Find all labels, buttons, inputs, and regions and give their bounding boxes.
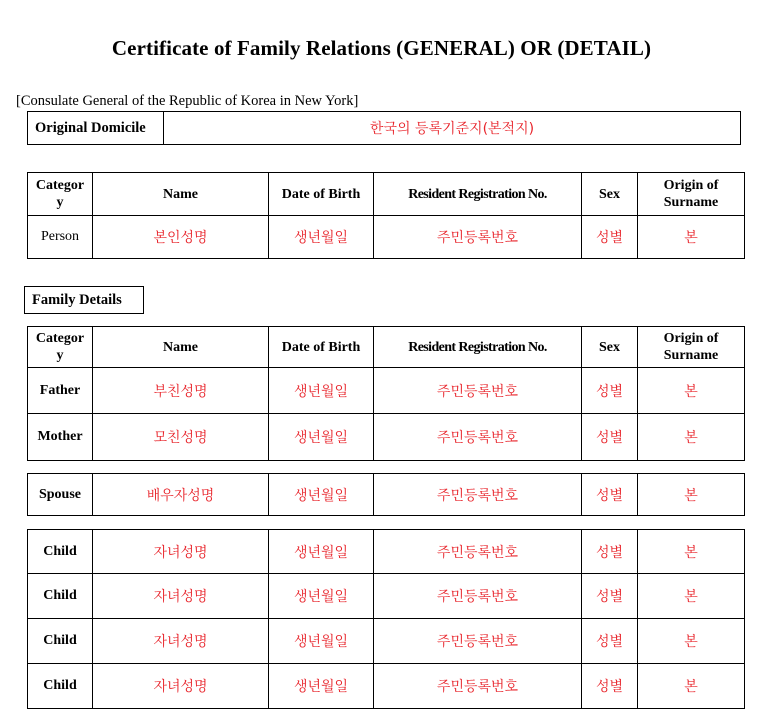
row-sex: 성별: [582, 664, 638, 709]
table-row: [28, 474, 745, 516]
col-sex: Sex: [582, 173, 638, 216]
col-dob: Date of Birth: [269, 173, 374, 216]
col-rrn: Resident Registration No.: [374, 327, 582, 368]
row-origin: 본: [638, 368, 745, 414]
col-category: Categor y: [28, 173, 93, 216]
row-name: 배우자성명: [93, 474, 269, 516]
row-origin: 본: [638, 574, 745, 619]
row-name: 자녀성명: [93, 574, 269, 619]
row-dob: 생년월일: [269, 619, 374, 664]
row-name: 자녀성명: [93, 664, 269, 709]
row-name: 본인성명: [93, 216, 269, 259]
row-dob: 생년월일: [269, 530, 374, 574]
col-rrn: Resident Registration No.: [374, 173, 582, 216]
row-category: Child: [28, 574, 93, 619]
document-title: Certificate of Family Relations (GENERAL) OR (DETAIL): [111, 36, 652, 60]
row-rrn: 주민등록번호: [374, 619, 582, 664]
row-origin: 본: [638, 414, 745, 461]
row-sex: 성별: [582, 474, 638, 516]
row-sex: 성별: [582, 414, 638, 461]
issuer-line: [Consulate General of the Republic of Korea in New York]: [16, 93, 359, 109]
domicile-value: 한국의 등록기준지(본적지): [164, 112, 741, 145]
row-sex: 성별: [582, 574, 638, 619]
col-sex: Sex: [582, 327, 638, 368]
col-dob: Date of Birth: [269, 327, 374, 368]
table-row: [28, 574, 745, 619]
row-origin: 본: [638, 530, 745, 574]
row-dob: 생년월일: [269, 664, 374, 709]
row-sex: 성별: [582, 216, 638, 259]
row-origin: 본: [638, 619, 745, 664]
row-name: 부친성명: [93, 368, 269, 414]
person-table: [27, 172, 745, 259]
row-category: Child: [28, 619, 93, 664]
col-origin: Origin of Surname: [638, 327, 745, 368]
family-details-label: Family Details: [24, 286, 144, 314]
parents-table: [27, 326, 745, 461]
row-rrn: 주민등록번호: [374, 664, 582, 709]
row-rrn: 주민등록번호: [374, 368, 582, 414]
table-row: [28, 368, 745, 414]
children-table: [27, 529, 745, 709]
col-origin: Origin of Surname: [638, 173, 745, 216]
row-dob: 생년월일: [269, 368, 374, 414]
row-rrn: 주민등록번호: [374, 530, 582, 574]
table-row: [28, 664, 745, 709]
domicile-label: Original Domicile: [28, 112, 164, 145]
row-rrn: 주민등록번호: [374, 574, 582, 619]
table-row: [28, 619, 745, 664]
row-origin: 본: [638, 216, 745, 259]
table-row: [28, 216, 745, 259]
row-dob: 생년월일: [269, 414, 374, 461]
col-category: Categor y: [28, 327, 93, 368]
row-category: Person: [28, 216, 93, 259]
row-dob: 생년월일: [269, 474, 374, 516]
row-sex: 성별: [582, 530, 638, 574]
row-category: Spouse: [28, 474, 93, 516]
table-row: [28, 530, 745, 574]
row-origin: 본: [638, 664, 745, 709]
col-name: Name: [93, 327, 269, 368]
col-name: Name: [93, 173, 269, 216]
row-category: Mother: [28, 414, 93, 461]
row-rrn: 주민등록번호: [374, 414, 582, 461]
row-dob: 생년월일: [269, 216, 374, 259]
row-sex: 성별: [582, 368, 638, 414]
row-dob: 생년월일: [269, 574, 374, 619]
row-name: 자녀성명: [93, 530, 269, 574]
row-name: 모친성명: [93, 414, 269, 461]
table-row: [28, 414, 745, 461]
row-category: Child: [28, 664, 93, 709]
row-origin: 본: [638, 474, 745, 516]
row-rrn: 주민등록번호: [374, 216, 582, 259]
row-sex: 성별: [582, 619, 638, 664]
row-category: Father: [28, 368, 93, 414]
row-rrn: 주민등록번호: [374, 474, 582, 516]
domicile-table: [27, 111, 741, 145]
spouse-table: [27, 473, 745, 516]
row-name: 자녀성명: [93, 619, 269, 664]
row-category: Child: [28, 530, 93, 574]
